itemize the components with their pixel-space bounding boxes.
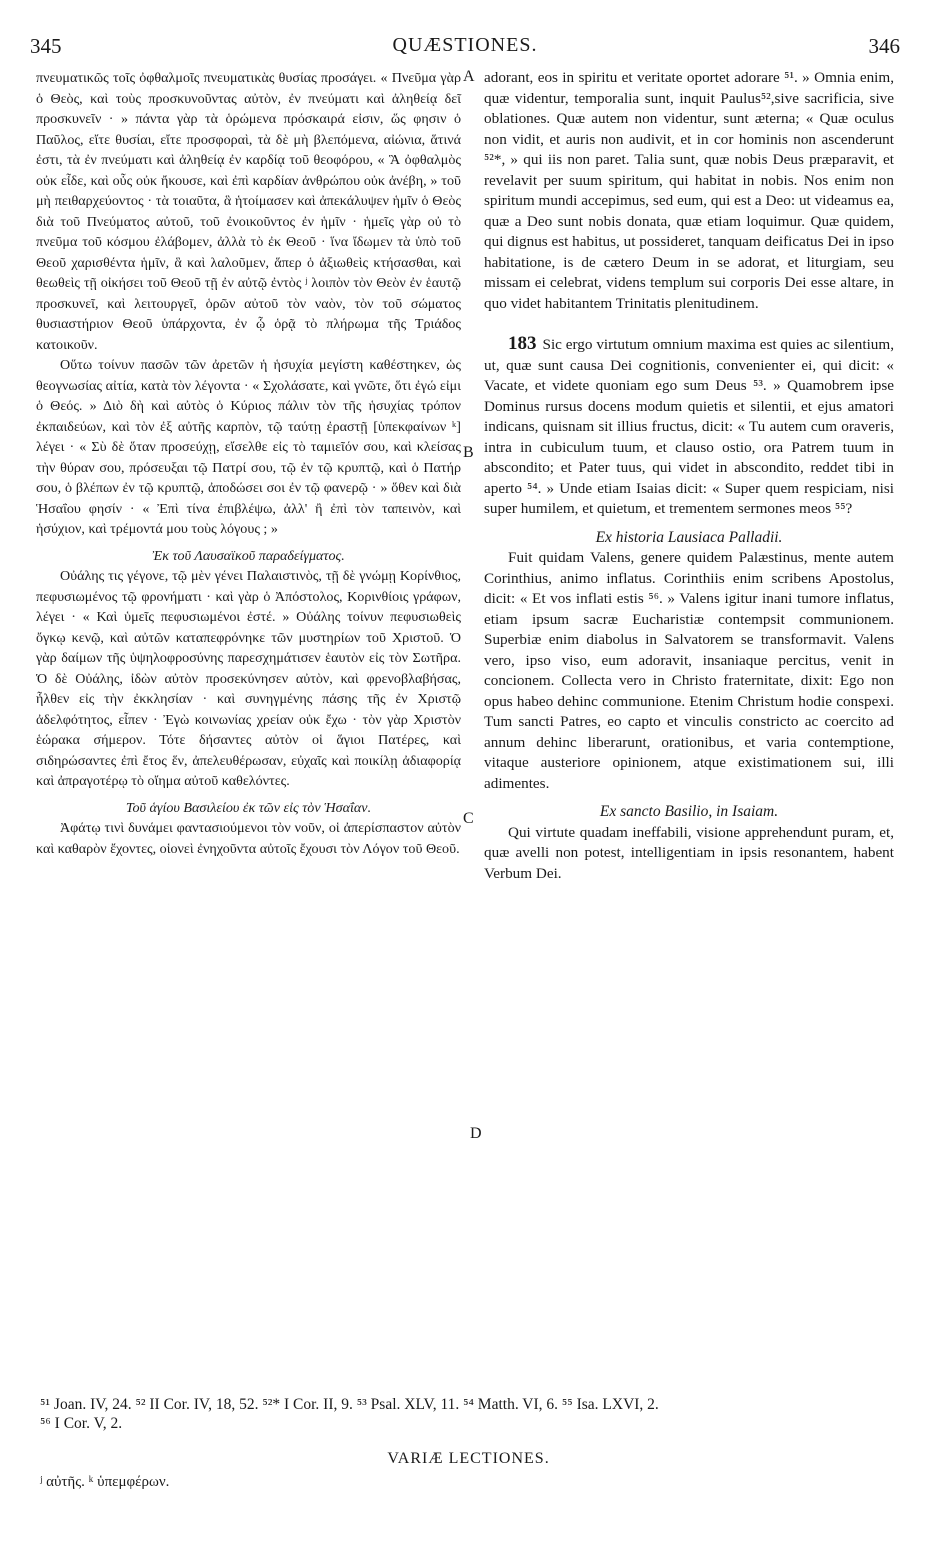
footnote-line-2: ⁵⁶ I Cor. V, 2. [40, 1415, 123, 1432]
greek-paragraph-3: Οὐάλης τις γέγονε, τῷ μὲν γένει Παλαιστινὸς, τῇ δὲ γνώμῃ Κορίνθιος, πεφυσιωμένος τῷ φρονήματι · καὶ γὰρ ὁ Ἀπόστολος, Κορινθίοις γράφων, λέγει · « Καὶ ὑμεῖς πεφυσιωμένοι ἐστέ. » Οὐάλης τοίνυν πεφυσιωθεὶς ὄγκῳ κενῷ, καὶ αὐτῶν καταπεφρόνηκε τῶν μυστηρίων τοῦ Χριστοῦ. Ὁ γὰρ δαίμων τῆς ὑψηλοφροσύνης παρεσχημάτισεν ἑαυτὸν εἰς τὸν Σωτῆρα. Ὁ δὲ Οὐάλης, ἰδὼν αὐτὸν προσεκύνησεν αὐτὸν, καὶ φρενοβλαβήσας, ἦλθεν εἰς τὴν ἐκκλησίαν · καὶ συνηγμένης πάσης τῆς ἐν Χριστῷ ἀδελφότητος, εἶπεν · Ἐγὼ κοινωνίας χρείαν οὐκ ἔχω · τὸν γὰρ Χριστὸν ἑώρακα σήμερον. Τότε δήσαντες αὐτὸν οἱ ἅγιοι Πατέρες, καὶ σιδηρώσαντες ἐπὶ ἔτος ἕν, ἀπελευθέρωσαν, εὐχαῖς καὶ ποικίλῃ ἀδιαφορίᾳ καὶ ἀπραγοτέρῳ τὸ οἴημα αὐτοῦ καθελόντες. [36, 568, 461, 789]
margin-marker-c: C [463, 810, 474, 827]
latin-paragraph-3: Fuit quidam Valens, genere quidem Palæstinus, mente autem Corinthius, animo inflatus. Corinthiis enim scribens Apostolus, dicit: « Et vos inflati estis ⁵⁶. » Valens igitur inani tumore inflatus, etiam ipsum sacræ Eucharistiæ contempsit communionem. Superbiæ enim diabolus in Salvatorem se transformavit. Valens vero, ipso viso, eum adoravit, insaniaque percitus, venit in concionem. Collecta vero in Christo fraternitate, dixit: Ego non opus habeo dehinc communione. Etenim Christum hodie conspexi. Tum sancti Patres, eo capto et vinculis constricto ac coercito ad annum dehinc liberarunt, orationibus, et varia contemptione, vitaque austeriore opinionem, atque existimationem sui, illi adimentes. [484, 549, 894, 792]
right-page-number: 346 [868, 34, 900, 58]
variae-lectiones-heading: VARIÆ LECTIONES. [387, 1450, 550, 1467]
footnotes [40, 1395, 900, 1433]
variae-lectiones-text: ʲ αὐτῆς. ᵏ ὑπεμφέρων. [40, 1474, 170, 1490]
section-number: 183 [508, 333, 537, 354]
latin-paragraph-2-text: Sic ergo virtutum omnium maxima est quies ac silentium, ut, quæ sunt causa Dei cognitionis, convenienter ei, qui dicit: « Vacate, et videte quoniam ego sum Deus ⁵³. » Quamobrem ipse Dominus rursus docens modum quietis et silentii, et ejus amatori indicans, quisnam sit illius fructus, dicit: « Tu autem cum oraveris, intra in cubiculum tuum, et clauso ostio, ora Patrem tuum in abscondito; et Pater tuus, qui videt in abscondito, reddet tibi in aperto ⁵⁴. » Unde etiam Isaias dicit: « Super quem respiciam, nisi super humilem, et quietum, et trementem sermones meos ⁵⁵? [484, 336, 894, 517]
latin-subheading-basil: Ex sancto Basilio, in Isaiam. [599, 803, 779, 820]
greek-paragraph-2: Οὕτω τοίνυν πασῶν τῶν ἀρετῶν ἡ ἡσυχία μεγίστη καθέστηκεν, ὡς θεογνωσίας αἰτία, κατὰ τὸν λέγοντα · « Σχολάσατε, καὶ γνῶτε, ὅτι ἐγώ εἰμι ὁ Θεός. » Διὸ δὴ καὶ αὐτὸς ὁ Κύριος πάλιν τὸν τῆς ἡσυχίας τρόπον ἐκπαιδεύων, καὶ τὸν ἐξ αὐτῆς καρπὸν, τῷ ταύτῃ ἐραστῇ [ὑπεκφαίνων ᵏ] λέγει · « Σὺ δὲ ὅταν προσεύχῃ, εἴσελθε εἰς τὸ ταμιεῖόν σου, καὶ κλείσας τὴν θύραν σου, πρόσευξαι τῷ Πατρί σου, τῷ ἐν τῷ κρυπτῷ, καὶ ὁ Πατήρ σου, ὁ βλέπων ἐν τῷ κρυπτῷ, ἀποδώσει σοι ἐν τῷ φανερῷ · » ὅθεν καὶ διὰ Ἡσαΐου φησίν · « Ἐπὶ τίνα ἐπιβλέψω, ἀλλ' ἢ ἐπὶ τὸν ταπεινὸν, καὶ ἡσύχιον, καὶ τρέμοντά μου τοὺς λόγους ; » [36, 357, 461, 537]
latin-paragraph-2 [484, 334, 894, 520]
greek-subheading-lausiac: Ἐκ τοῦ Λαυσαϊκοῦ παραδείγματος. [152, 547, 345, 564]
greek-subheading-basil: Τοῦ ἁγίου Βασιλείου ἐκ τῶν εἰς τὸν Ἡσαΐαν. [125, 799, 372, 816]
margin-marker-b: B [463, 444, 474, 461]
greek-paragraph-4: Ἀφάτῳ τινὶ δυνάμει φαντασιούμενοι τὸν νοῦν, οἱ ἀπερίσπαστον αὐτὸν καὶ καθαρὸν ἔχοντες, οἱονεὶ ἐνηχοῦντα αὐτοῖς ἔχουσι τὸν Λόγον τοῦ Θεοῦ. [36, 820, 461, 857]
page-header [30, 34, 900, 64]
margin-marker-a: A [463, 68, 475, 85]
greek-column [36, 68, 461, 859]
greek-paragraph-1: πνευματικῶς τοῖς ὀφθαλμοῖς πνευματικὰς θυσίας προσάγει. « Πνεῦμα γὰρ ὁ Θεὸς, καὶ τοὺς προσκυνοῦντας αὐτὸν, ἐν πνεύματι καὶ ἀληθείᾳ δεῖ προσκυνεῖν · » πάντα γὰρ τὰ ὁρώμενα πρόσκαιρά εἰσιν, ὥς φησιν ὁ Παῦλος, εἴτε θυσίαι, εἴτε προσφοραὶ, τὰ δὲ μὴ βλεπόμενα, αἰώνια, ἅτινά ἐστι, τὰ ἐν πνεύματι καὶ ἀληθείᾳ ἐν καρδίᾳ τοῦ θεοφόρου, « Ἃ ὀφθαλμὸς οὐκ εἶδε, καὶ οὖς οὐκ ἤκουσε, καὶ ἐπὶ καρδίαν ἀνθρώπου οὐκ ἀνέβη, » τοῦ μὴ πειθαρχεύοντος · τὰ τοιαῦτα, ἃ ἡτοίμασεν καὶ ἀπεκάλυψεν ἡμῖν ὁ Θεὸς διὰ τοῦ Πνεύματος αὐτοῦ, τοῦ ἐνοικοῦντος ἐν ἡμῖν · ἡμεῖς γὰρ οὐ τὸ πνεῦμα τοῦ κόσμου ἐλάβομεν, ἀλλὰ τὸ ἐκ Θεοῦ · ἵνα ἴδωμεν τὰ ὑπὸ τοῦ Θεοῦ χαρισθέντα ἡμῖν, ἃ καὶ λαλοῦμεν, ἅπερ ὁ ἀξιωθεὶς κτήσασθαι, καὶ θεωθεὶς τῇ οἰκήσει τοῦ Θεοῦ τῇ ἐν αὐτῷ ἐντὸς ʲ λοιπὸν τὸν Θεὸν ἐν ἑαυτῷ προσκυνεῖ, καὶ λειτουργεῖ, ὁρῶν αὐτοῦ τὸν ναὸν, τὸν τοῦ σώματος θυσιαστήριον Θεοῦ ὑπάρχοντα, ἐν ᾧ ὁρᾷ τὸ πλήρωμα τῆς Τριάδος κατοικοῦν. [36, 70, 461, 353]
left-page-number: 345 [30, 34, 62, 58]
latin-paragraph-4: Qui virtute quadam ineffabili, visione apprehendunt puram, et, quæ avelli non potest, intelligentiam in ipsis resonantem, habent Verbum Dei. [484, 823, 894, 882]
margin-marker-d: D [470, 1125, 482, 1142]
latin-subheading-lausiac: Ex historia Lausiaca Palladii. [595, 528, 783, 546]
running-title: QUÆSTIONES. [392, 34, 538, 56]
latin-paragraph-1: adorant, eos in spiritu et veritate oportet adorare ⁵¹. » Omnia enim, quæ videntur, temporalia sunt, inquit Paulus⁵²,sive sacrificia, sive oblationes. Quæ autem non videntur, sunt æterna; « Quæ oculus non vidit, et auris non audivit, et in cor hominis non ascenderunt ⁵²*, » qui iis non paret. Talia sunt, quæ nobis Deus præparavit, et revelavit per suum spiritum, qui habitat in nobis. Nos enim non spiritum mundi accepimus, sed eum, qui est a Deo: ut videamus ea, quæ a Deo sunt nobis donata, quæ etiam loquimur. Quæ quidem, qui dignus est habitus, ut possideret, tanquam deificatus Dei in ipso habitatione, is de cætero Deum in se adorat, et liturgiam, seu missam ei celebrat, videns templum sui corporis Dei esse altare, in quo videt habitantem Trinitatis plenitudinem. [484, 69, 895, 312]
footnote-line-1: ⁵¹ Joan. IV, 24. ⁵² II Cor. IV, 18, 52. ⁵²* I Cor. II, 9. ⁵³ Psal. XLV, 11. ⁵⁴ Matth. VI, 6. ⁵⁵ Isa. LXVI, 2. [40, 1396, 659, 1413]
latin-column [484, 68, 894, 884]
